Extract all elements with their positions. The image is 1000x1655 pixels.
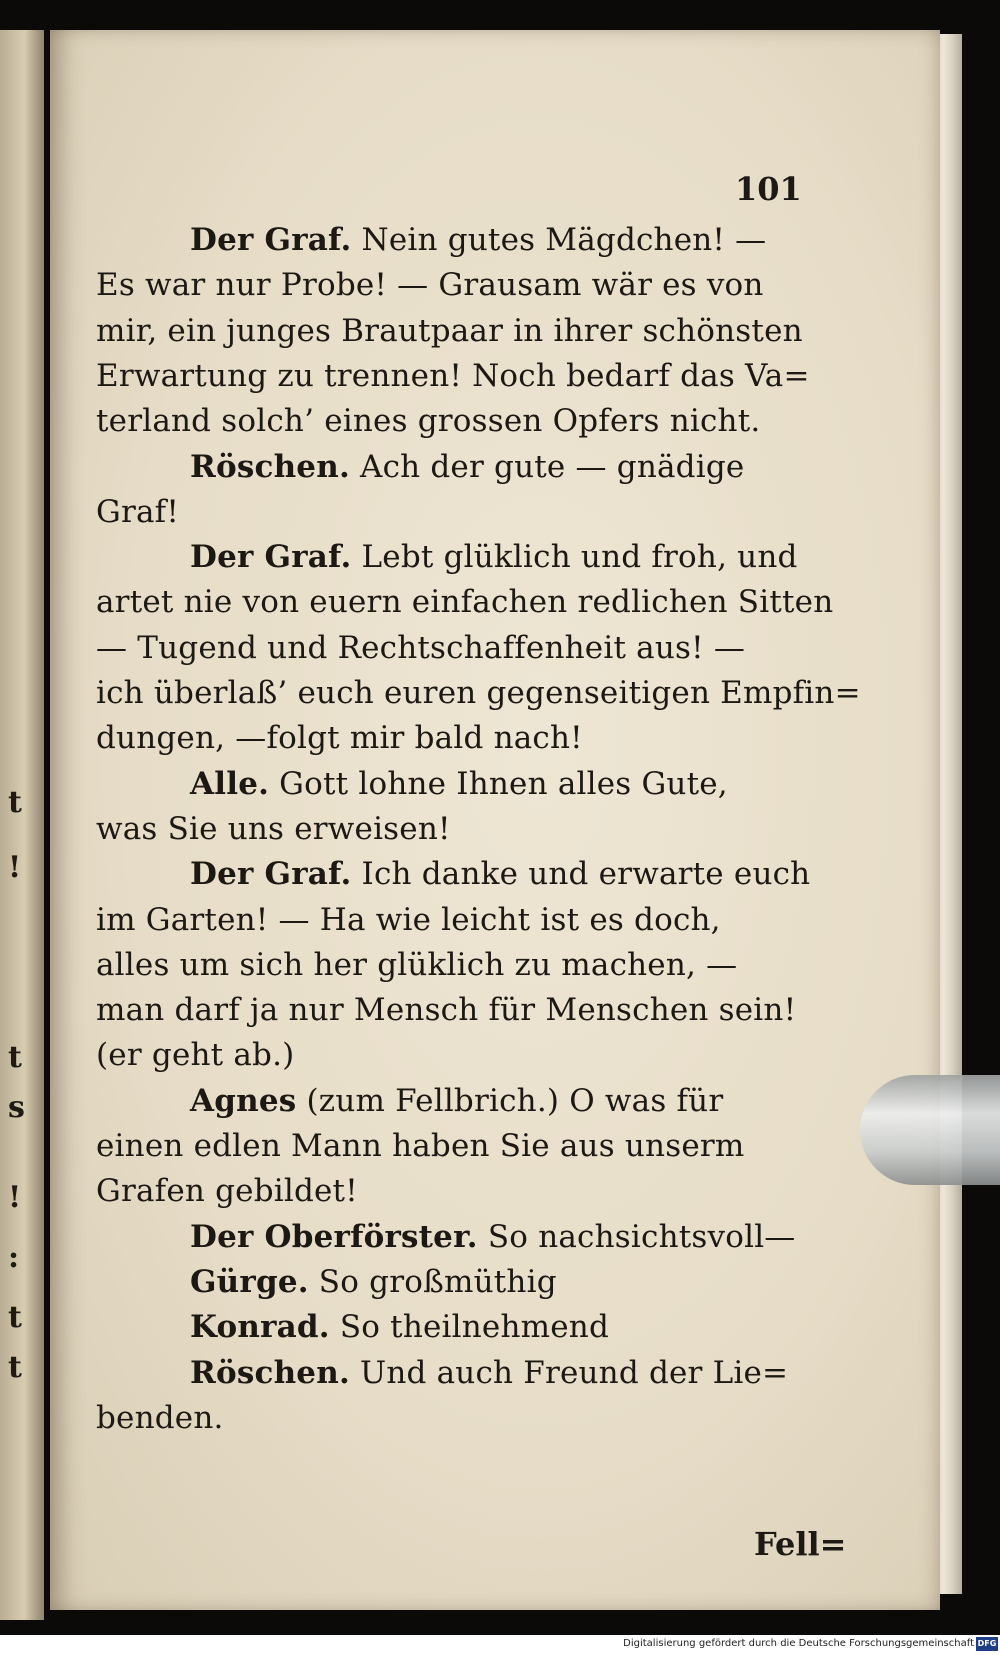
text-line bbox=[96, 1128, 745, 1164]
line-text: im Garten! — Ha wie leicht ist es doch, bbox=[96, 902, 721, 938]
text-line bbox=[190, 1083, 723, 1119]
text-line bbox=[96, 1173, 358, 1209]
line-text: mir, ein junges Brautpaar in ihrer schönsten bbox=[96, 313, 803, 349]
line-text: benden. bbox=[96, 1400, 224, 1436]
line-text: Und auch Freund der Lie= bbox=[349, 1355, 789, 1391]
text-line bbox=[96, 630, 745, 666]
line-text: Graf! bbox=[96, 494, 179, 530]
book-page bbox=[50, 30, 940, 1610]
line-text: — Tugend und Rechtschaffenheit aus! — bbox=[96, 630, 746, 666]
left-page-char: t bbox=[8, 1300, 22, 1335]
speaker-name: Gürge. bbox=[190, 1264, 309, 1300]
line-text: Erwartung zu trennen! Noch bedarf das Va= bbox=[96, 358, 810, 394]
text-line bbox=[96, 494, 179, 530]
page-number: 101 bbox=[735, 170, 802, 208]
left-page-char: t bbox=[8, 785, 22, 820]
speaker-name: Der Graf. bbox=[190, 856, 352, 892]
text-line bbox=[190, 1219, 796, 1255]
footer-credit: Digitalisierung gefördert durch die Deutsche Forschungsgemeinschaft bbox=[623, 1638, 974, 1649]
line-text: So theilnehmend bbox=[329, 1309, 609, 1345]
speaker-name: Der Oberförster. bbox=[190, 1219, 478, 1255]
text-line bbox=[190, 1355, 788, 1391]
left-page-char: : bbox=[8, 1240, 20, 1275]
text-line bbox=[96, 675, 861, 711]
speaker-name: Konrad. bbox=[190, 1309, 330, 1345]
line-text: terland solch’ eines grossen Opfers nicht. bbox=[96, 403, 761, 439]
text-line bbox=[96, 811, 451, 847]
text-line bbox=[190, 449, 744, 485]
text-line bbox=[96, 1400, 224, 1436]
text-line bbox=[96, 584, 833, 620]
speaker-name: Röschen. bbox=[190, 1355, 350, 1391]
text-line bbox=[190, 1309, 609, 1345]
line-text: man darf ja nur Mensch für Menschen sein! bbox=[96, 992, 797, 1028]
line-text: Ach der gute — gnädige bbox=[349, 449, 745, 485]
line-text: Es war nur Probe! — Grausam wär es von bbox=[96, 267, 764, 303]
speaker-name: Der Graf. bbox=[190, 539, 352, 575]
speaker-name: Alle. bbox=[190, 766, 270, 802]
line-text: (er geht ab.) bbox=[96, 1037, 295, 1073]
text-line bbox=[190, 539, 798, 575]
text-line bbox=[96, 992, 796, 1028]
dfg-logo: DFG bbox=[976, 1637, 998, 1651]
left-page-char: s bbox=[8, 1090, 25, 1125]
text-line bbox=[190, 222, 766, 258]
text-line bbox=[96, 358, 810, 394]
line-text: Ich danke und erwarte euch bbox=[351, 856, 811, 892]
speaker-name: Röschen. bbox=[190, 449, 350, 485]
text-line bbox=[190, 856, 810, 892]
text-line bbox=[96, 267, 764, 303]
line-text: Grafen gebildet! bbox=[96, 1173, 358, 1209]
text-line bbox=[96, 902, 721, 938]
left-page-char: ! bbox=[8, 850, 22, 885]
speaker-name: Agnes bbox=[190, 1083, 297, 1119]
line-text: artet nie von euern einfachen redlichen Sitten bbox=[96, 584, 834, 620]
left-page-char: t bbox=[8, 1350, 22, 1385]
text-line bbox=[96, 947, 737, 983]
line-text: alles um sich her glüklich zu machen, — bbox=[96, 947, 738, 983]
line-text: So nachsichtsvoll— bbox=[477, 1219, 796, 1255]
left-page-edge bbox=[0, 30, 44, 1620]
text-line bbox=[96, 403, 760, 439]
text-line bbox=[190, 766, 728, 802]
line-text: einen edlen Mann haben Sie aus unserm bbox=[96, 1128, 745, 1164]
text-line bbox=[190, 1264, 557, 1300]
speaker-name: Der Graf. bbox=[190, 222, 352, 258]
line-text: dungen, —folgt mir bald nach! bbox=[96, 720, 583, 756]
line-text: Lebt glüklich und froh, und bbox=[351, 539, 798, 575]
line-text: Nein gutes Mägdchen! — bbox=[351, 222, 767, 258]
line-text: So großmüthig bbox=[308, 1264, 557, 1300]
line-text: (zum Fellbrich.) O was für bbox=[296, 1083, 724, 1119]
text-line bbox=[96, 313, 803, 349]
left-page-char: t bbox=[8, 1040, 22, 1075]
line-text: was Sie uns erweisen! bbox=[96, 811, 451, 847]
left-page-char: ! bbox=[8, 1180, 22, 1215]
line-text: Gott lohne Ihnen alles Gute, bbox=[269, 766, 728, 802]
page-turn-tab[interactable] bbox=[860, 1075, 1000, 1185]
text-line bbox=[96, 720, 583, 756]
catchword: Fell= bbox=[754, 1525, 847, 1563]
line-text: ich überlaß’ euch euren gegenseitigen Empfin= bbox=[96, 675, 861, 711]
text-line bbox=[96, 1037, 294, 1073]
